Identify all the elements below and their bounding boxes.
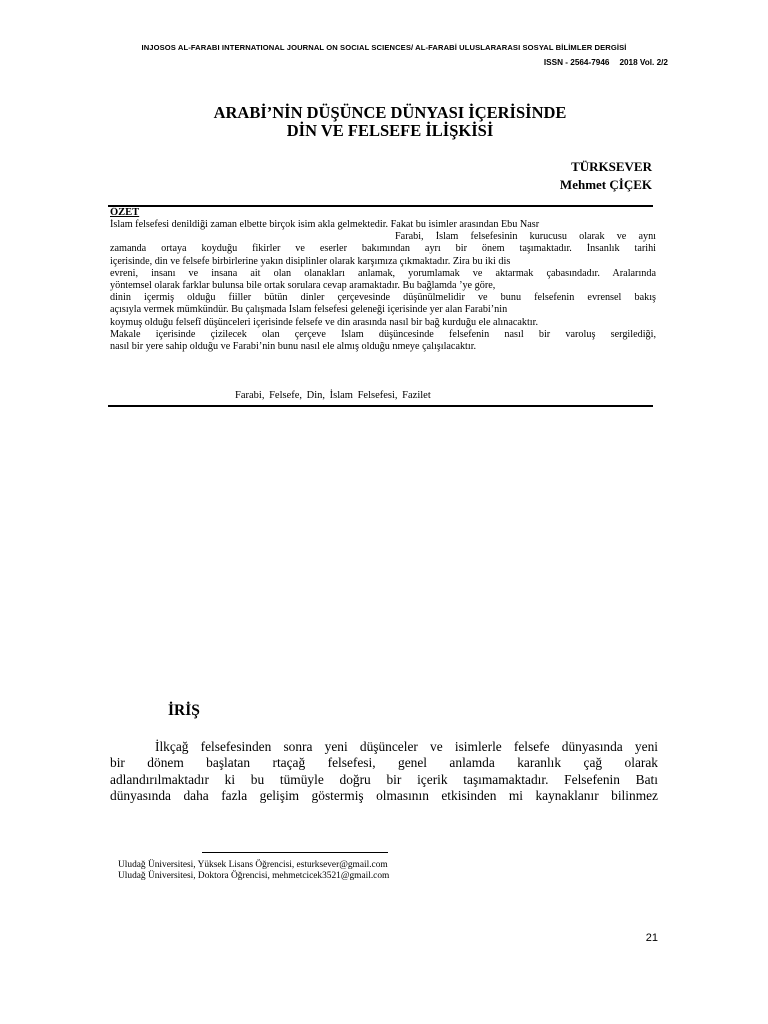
author-1: TÜRKSEVER bbox=[571, 159, 652, 174]
body-line: İlkçağ felsefesinden sonra yeni düşünceler ve isimlerle felsefe dünyasında yeni bbox=[155, 739, 658, 754]
abstract-top-rule bbox=[108, 205, 653, 207]
body-line: dünyasında daha fazla gelişim göstermiş olmasının etkisinden mi kaynaklanır bilinmez bbox=[110, 788, 658, 804]
abstract-line: nasıl bir yere sahip olduğu ve Farabi’nin bunu nasıl ele almış olduğu nmeye çalışılacaktır. bbox=[110, 341, 477, 353]
abstract-body bbox=[110, 219, 656, 353]
volume: 2018 Vol. 2/2 bbox=[619, 58, 668, 67]
abstract-bottom-rule bbox=[108, 405, 653, 407]
abstract-line: zamanda ortaya koyduğu fikirler ve eserler bakımından ayrı bir önem taşımaktadır. İnsanlık tarihi bbox=[110, 243, 656, 255]
abstract-line: açısıyla vermek mümkündür. Bu çalışmada İslam felsefesi geleneği içerisinde yer alan Farabi’nin bbox=[110, 304, 508, 316]
author-2: Mehmet ÇİÇEK bbox=[559, 177, 652, 192]
abstract-line: dinin içermiş olduğu fiiller bütün dinler çerçevesinde düşünülmelidir ve bunu felsefenin evrensel bakış bbox=[110, 292, 656, 304]
issn-line bbox=[544, 58, 668, 67]
body-line: adlandırılmaktadır ki bu tümüyle doğru bir içerik taşımamaktadır. Felsefenin Batı bbox=[110, 771, 658, 787]
abstract-line: koymuş olduğu felsefî düşünceleri içerisinde felsefe ve din arasında nasıl bir bağ kurduğu ele alınacaktır. bbox=[110, 316, 539, 328]
abstract-line: Farabi, İslam felsefesinin kurucusu olarak ve aynı bbox=[395, 231, 656, 243]
section-heading: İRİŞ bbox=[168, 702, 200, 719]
footnote-separator bbox=[202, 852, 388, 853]
body-text bbox=[110, 739, 658, 805]
paper-title-line-1: ARABİ’NİN DÜŞÜNCE DÜNYASI İÇERİSİNDE bbox=[213, 103, 567, 122]
abstract-line: içerisinde, din ve felsefe birbirlerine yakın disiplinler olarak karşımıza çıkmaktadır. Zira bu iki dis bbox=[110, 255, 511, 267]
issn: ISSN - 2564-7946 bbox=[543, 58, 610, 67]
abstract-line: Makale içerisinde çizilecek olan çerçeve İslam düşüncesinde felsefenin nasıl bir varoluş sergilediği, bbox=[110, 328, 656, 340]
keywords: Farabi, Felsefe, Din, İslam Felsefesi, Fazilet bbox=[235, 390, 431, 401]
paper-title-line-2: DİN VE FELSEFE İLİŞKİSİ bbox=[286, 121, 494, 140]
footnote-1: Uludağ Üniversitesi, Yüksek Lisans Öğrencisi, esturksever@gmail.com bbox=[118, 860, 388, 870]
body-line: bir dönem başlatan rtaçağ felsefesi, genel anlamda karanlık çağ olarak bbox=[110, 755, 658, 771]
page-number: 21 bbox=[645, 932, 658, 944]
abstract-line: İslam felsefesi denildiği zaman elbette birçok isim akla gelmektedir. Fakat bu isimler arasından Ebu Nasr bbox=[110, 219, 540, 230]
abstract-line: evreni, insanı ve insana ait olan olanakları anlamak, yorumlamak ve aktarmak çabasındadır. Aralarında bbox=[110, 267, 656, 279]
abstract-line: yöntemsel olarak farklar bulunsa bile ortak sorulara cevap aramaktadır. Bu bağlamda ’ye göre, bbox=[110, 280, 496, 292]
journal-header: INJOSOS AL-FARABI INTERNATIONAL JOURNAL ON SOCIAL SCIENCES/ AL-FARABİ ULUSLARARASI SOSYAL BİLİMLER DERGİSİ bbox=[141, 43, 627, 52]
footnote-2: Uludağ Üniversitesi, Doktora Öğrencisi, mehmetcicek3521@gmail.com bbox=[118, 871, 390, 881]
abstract-heading: ÖZET bbox=[110, 207, 140, 218]
